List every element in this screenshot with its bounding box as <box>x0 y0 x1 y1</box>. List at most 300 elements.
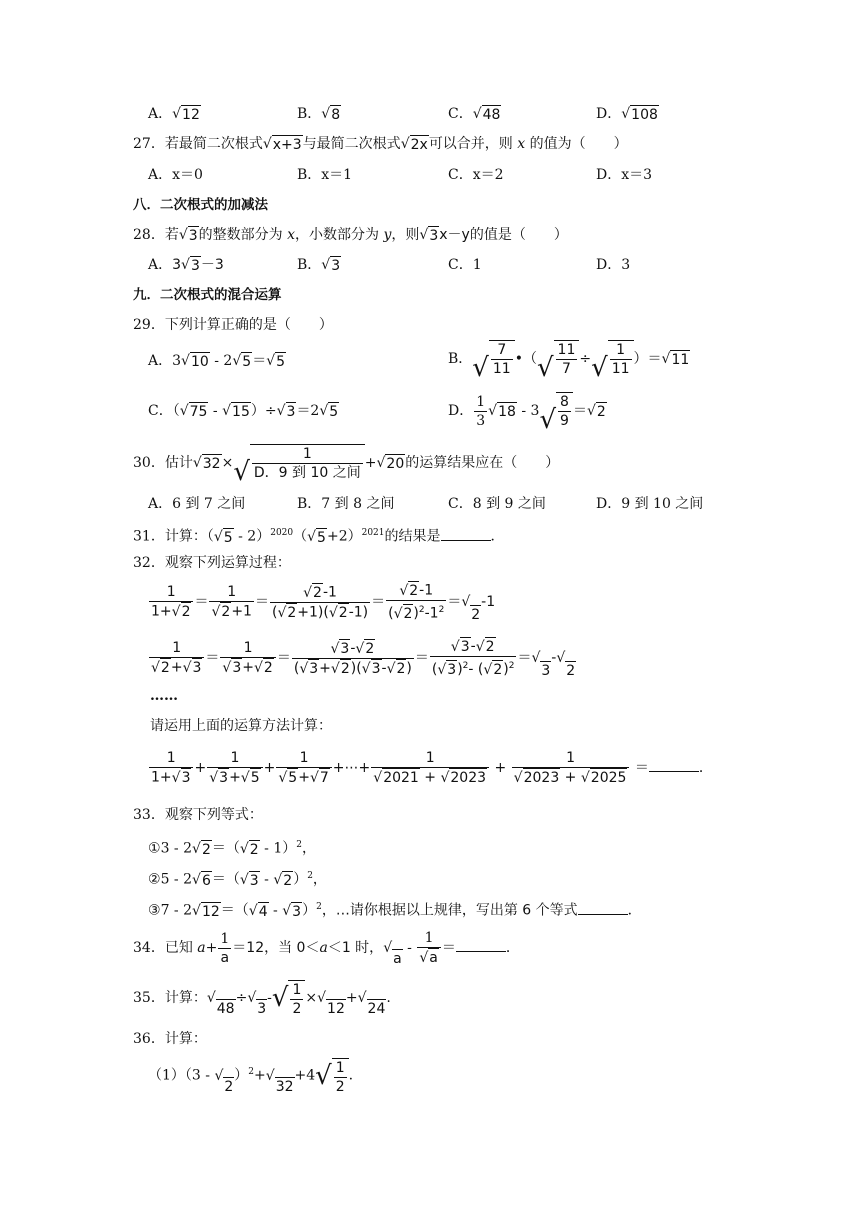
answer-blank[interactable] <box>456 937 506 952</box>
q30-option-c[interactable]: C．8 到 9 之间 <box>448 496 546 512</box>
radicand: 2 <box>471 607 481 623</box>
math-text: - 2） <box>233 528 271 545</box>
math-text: ＝ <box>414 650 429 666</box>
math-text: 1+ <box>151 603 172 620</box>
q32-instruction: 请运用上面的运算方法计算： <box>150 718 332 734</box>
square-root <box>277 401 297 421</box>
math-text: 若 <box>164 227 179 243</box>
square-root <box>461 580 481 624</box>
math-text: y <box>383 227 392 243</box>
math-text: -1 <box>424 605 439 622</box>
radicand: 2x <box>410 137 428 153</box>
radicand: 32 <box>275 1078 294 1095</box>
q27-option-d[interactable]: D．x＝3 <box>596 167 653 183</box>
math-text: ． <box>490 528 505 545</box>
q27-option-b[interactable]: B．x＝1 <box>297 167 353 183</box>
exponent: 2020 <box>270 528 294 538</box>
radical-sign: √ <box>262 136 272 152</box>
radicand: 2 <box>313 584 322 601</box>
q32-sum-expression: $\frac{1}{1+√3}$ + $\frac{1}{√3+√5}$ + $\frac{1}{√5+√7}$ +⋯+ $\frac{1}{√2021 + √2023}$ + $\frac{1}{√2023 + √2025}$ ＝ ． <box>151 750 713 786</box>
q29-stem <box>133 315 333 335</box>
radical-sign: √ <box>483 662 493 679</box>
radical-sign: √ <box>488 403 498 419</box>
math-text: ( <box>431 661 438 678</box>
numerator: 1 <box>417 929 441 948</box>
square-root <box>181 255 201 275</box>
math-text: 的运算结果应在（ ） <box>405 455 560 471</box>
denominator: 11 <box>492 361 511 377</box>
square-root <box>241 768 261 787</box>
fraction <box>218 930 231 967</box>
math-text: +⋯+ <box>332 760 371 776</box>
math-text: ． <box>505 940 520 956</box>
math-text: C．（ <box>148 403 180 419</box>
radicand: 3 <box>292 903 302 920</box>
radicand: 48 <box>482 107 501 123</box>
fraction <box>474 393 487 430</box>
denominator: a <box>220 949 230 966</box>
math-text: ＜1 时， <box>327 940 384 956</box>
radical-sign: √ <box>355 640 365 657</box>
radical-sign: √ <box>586 403 596 419</box>
square-root <box>662 349 691 369</box>
math-text: - <box>381 660 387 676</box>
square-root <box>272 978 306 1018</box>
math-text: 1+ <box>151 769 172 786</box>
radical-sign: √ <box>213 528 223 545</box>
math-text: ，则 <box>391 227 420 243</box>
exponent: 2 <box>307 871 313 881</box>
radical-sign: √ <box>239 840 249 857</box>
q28-option-c[interactable]: C．1 <box>448 257 482 273</box>
radical-sign: √ <box>171 770 181 786</box>
radical-sign: √ <box>192 871 201 888</box>
math-text: 下列计算正确的是（ ） <box>164 317 333 333</box>
radicand: 2023 <box>450 770 487 786</box>
math-text: ，…请你根据以上规律，写出第 6 个等式 <box>321 902 578 919</box>
math-text: ) <box>503 661 509 678</box>
q27-option-c[interactable]: C．x＝2 <box>448 167 504 183</box>
denominator: 3 <box>476 412 486 429</box>
q26-option-a[interactable] <box>148 104 201 124</box>
square-root <box>581 768 628 787</box>
q27-option-a[interactable]: A．x＝0 <box>148 167 203 183</box>
fraction <box>290 981 303 1018</box>
math-text: ) <box>457 661 463 678</box>
math-text: +2） <box>326 528 362 545</box>
fraction <box>207 749 262 787</box>
math-text: ① <box>148 840 161 857</box>
math-text: 29． <box>133 317 165 333</box>
fraction <box>430 637 517 679</box>
math-text: - 2 <box>209 353 233 369</box>
math-text: + <box>205 940 218 956</box>
square-root <box>451 637 471 656</box>
radicand: 3 <box>257 1001 267 1017</box>
numerator: 1 <box>512 749 630 768</box>
math-text: ( <box>293 660 300 676</box>
radicand: a <box>429 950 438 966</box>
radical-sign: √ <box>419 950 429 966</box>
square-root <box>315 1056 349 1096</box>
radical-sign: √ <box>299 660 309 677</box>
square-root <box>401 134 429 154</box>
radical-sign: √ <box>661 351 671 367</box>
q29-option-d[interactable] <box>448 392 607 435</box>
q32-derivation-line-2 <box>148 636 576 680</box>
radical-sign: √ <box>536 353 554 383</box>
radicand: 3 <box>340 640 350 657</box>
numerator: 1 <box>209 583 253 602</box>
denominator <box>149 768 193 787</box>
radicand: 2 <box>221 604 231 620</box>
square-root <box>383 928 403 968</box>
math-text: + <box>242 659 254 676</box>
math-text: + <box>364 455 377 471</box>
square-root <box>399 581 419 600</box>
q29-option-c[interactable] <box>148 401 339 421</box>
q28-option-b[interactable] <box>297 255 341 275</box>
radical-sign: √ <box>321 257 331 273</box>
q36-stem <box>133 1029 207 1049</box>
radicand: x+3 <box>272 137 302 153</box>
math-text: 计算： <box>164 1031 207 1047</box>
answer-blank[interactable] <box>649 757 699 772</box>
math-text: - <box>267 990 272 1006</box>
square-root <box>514 768 561 787</box>
radical-sign: √ <box>282 902 292 919</box>
math-text: ） <box>302 902 317 919</box>
math-text: - <box>259 871 274 888</box>
square-root <box>254 658 274 677</box>
fraction <box>149 749 193 787</box>
math-text: ． <box>627 902 642 919</box>
math-text: ＝（ <box>220 902 249 919</box>
square-root <box>376 453 405 473</box>
q36-part-1 <box>148 1052 353 1096</box>
math-text: 27． <box>133 136 165 152</box>
math-text: ② <box>148 871 161 888</box>
numerator: 1 <box>252 445 363 464</box>
radical-sign: √ <box>273 871 283 888</box>
math-text: ) <box>406 660 412 676</box>
radicand <box>332 1058 349 1096</box>
radicand: 108 <box>631 107 658 123</box>
radical-sign: √ <box>330 640 340 657</box>
math-text: ＝（ <box>211 840 240 857</box>
square-root <box>587 401 607 421</box>
radical-sign: √ <box>383 940 393 956</box>
denominator: √5+√7 <box>278 769 329 786</box>
radicand <box>554 340 580 378</box>
square-root <box>319 401 339 421</box>
denominator <box>386 601 446 623</box>
square-root <box>233 444 364 487</box>
radicand: 7 <box>319 770 329 786</box>
q26-option-c[interactable] <box>448 104 501 124</box>
fraction <box>270 583 370 622</box>
square-root <box>556 636 576 680</box>
numerator: 1 <box>149 749 193 768</box>
radical-sign: √ <box>393 606 403 623</box>
radical-sign: √ <box>321 106 331 122</box>
radicand: 18 <box>498 404 516 420</box>
radical-sign: √ <box>450 638 460 655</box>
q32-ellipsis: …… <box>150 688 178 704</box>
radical-sign: √ <box>151 660 160 676</box>
math-text: ＝ <box>572 403 587 419</box>
q31-stem <box>133 523 505 547</box>
radicand: 3 <box>232 660 242 676</box>
radical-sign: √ <box>240 770 250 786</box>
math-text: ＝2 <box>296 403 320 419</box>
q29-option-a[interactable] <box>148 351 286 371</box>
radicand <box>489 340 515 378</box>
radicand: 20 <box>386 456 405 472</box>
radicand: 5 <box>288 770 298 786</box>
denominator <box>417 948 441 967</box>
answer-blank[interactable] <box>441 526 491 541</box>
math-text: ＝（ <box>211 871 240 888</box>
numerator: 8 <box>560 394 569 410</box>
radicand: 2 <box>263 660 273 676</box>
radicand: 3 <box>219 770 229 786</box>
square-root <box>355 639 375 658</box>
numerator <box>386 581 446 601</box>
radicand: 2 <box>201 841 211 858</box>
square-root <box>329 603 349 622</box>
radicand: 5 <box>250 770 260 786</box>
square-root <box>193 453 222 473</box>
radical-sign: √ <box>539 405 557 435</box>
fraction <box>276 749 331 787</box>
radicand <box>288 980 305 1018</box>
math-text: + <box>345 990 358 1006</box>
numerator: 1 <box>292 982 302 998</box>
exponent: 2 <box>296 840 302 850</box>
q29-option-b[interactable] <box>448 340 690 383</box>
math-text: ＝ <box>252 353 267 369</box>
radical-sign: √ <box>303 584 313 601</box>
math-text: + <box>254 1067 266 1084</box>
q26-option-b[interactable] <box>297 104 341 124</box>
denominator: 7 <box>562 361 571 377</box>
exponent: 2 <box>462 660 469 671</box>
numerator: 1 <box>476 393 486 410</box>
square-root <box>394 604 414 623</box>
radicand: 2 <box>283 872 293 889</box>
math-text: ＝ <box>634 760 649 776</box>
square-root <box>172 768 192 787</box>
math-text: ＝ <box>205 650 220 666</box>
math-text: 的值是（ ） <box>469 227 568 243</box>
exponent: 2 <box>316 902 322 912</box>
q27-stem <box>133 134 628 154</box>
numerator: 1 <box>335 1059 345 1076</box>
section-9-heading: 九．二次根式的混合运算 <box>133 287 282 303</box>
q26-option-d[interactable] <box>596 104 659 124</box>
math-text: + <box>170 659 183 676</box>
square-root <box>192 839 212 859</box>
numerator: 1 <box>371 749 489 768</box>
radical-sign: √ <box>437 662 447 679</box>
math-text: ）÷ <box>250 403 277 419</box>
radicand: 2 <box>338 604 348 621</box>
numerator: 7 <box>491 341 513 360</box>
radical-sign: √ <box>265 1067 275 1084</box>
radical-sign: √ <box>181 353 190 369</box>
math-text: a <box>319 940 328 956</box>
radicand: 6 <box>201 872 211 889</box>
radicand: 2021 <box>383 770 419 786</box>
square-root <box>278 768 298 787</box>
radicand <box>250 444 365 482</box>
math-text: × <box>221 455 234 471</box>
square-root <box>472 340 514 383</box>
math-text: × <box>305 990 318 1006</box>
radical-sign: √ <box>211 604 221 620</box>
square-root <box>214 527 234 547</box>
radicand: 2 <box>160 660 170 676</box>
denominator <box>270 603 370 622</box>
math-text: 观察下列等式： <box>164 807 263 823</box>
numerator: 1 <box>276 749 331 768</box>
denominator <box>220 658 275 677</box>
radicand: 3 <box>541 663 551 679</box>
math-text: ＝ <box>371 594 386 610</box>
radical-sign: √ <box>317 990 327 1006</box>
square-root <box>266 351 286 371</box>
radical-sign: √ <box>222 403 232 419</box>
square-root <box>273 870 293 890</box>
square-root <box>299 659 319 678</box>
radical-sign: √ <box>361 660 371 677</box>
numerator: 1 <box>149 639 204 658</box>
radicand: 48 <box>216 1001 235 1017</box>
square-root <box>358 978 387 1018</box>
math-text: 3 <box>172 353 182 369</box>
q30-option-d[interactable]: D．9 到 10 之间 <box>596 496 704 512</box>
q33-stem <box>133 805 263 825</box>
square-root <box>249 901 269 921</box>
math-text: ． <box>698 760 713 776</box>
radical-sign: √ <box>531 650 541 666</box>
radical-sign: √ <box>192 902 201 919</box>
section-8-heading: 八．二次根式的加减法 <box>133 197 268 213</box>
math-text: +4 <box>294 1067 316 1084</box>
q30-option-a[interactable]: A．6 到 7 之间 <box>148 496 246 512</box>
square-root <box>183 658 203 677</box>
math-text: 估计 <box>164 455 193 471</box>
math-text: ＝ <box>447 594 462 610</box>
radicand: 3 <box>286 404 296 420</box>
fraction <box>610 341 632 378</box>
square-root <box>282 901 302 921</box>
radical-sign: √ <box>399 582 409 599</box>
radicand: a <box>393 951 402 967</box>
answer-blank[interactable] <box>578 900 628 915</box>
radicand: 4 <box>258 903 268 920</box>
numerator: 1 <box>220 639 275 658</box>
q33-equation-3 <box>148 897 642 921</box>
radicand: 8 <box>331 107 341 123</box>
math-text: 35． <box>133 990 165 1006</box>
radical-sign: √ <box>472 353 489 383</box>
q30-stem <box>133 444 560 487</box>
q33-equation-2 <box>148 866 327 890</box>
radicand: 2 <box>596 404 606 420</box>
math-text: 计算：（ <box>164 528 214 545</box>
math-text: ） <box>293 871 308 888</box>
square-root <box>192 901 221 921</box>
denominator: √2023 + √2025 <box>513 769 627 786</box>
square-root <box>483 660 503 679</box>
math-text: 7 - 2 <box>160 902 193 919</box>
radicand <box>608 340 634 378</box>
radical-sign: √ <box>233 457 250 487</box>
radical-sign: √ <box>171 604 181 620</box>
radical-sign: √ <box>247 990 257 1006</box>
math-text: ③ <box>148 902 161 919</box>
square-root <box>536 340 579 383</box>
q30-option-b[interactable]: B．7 到 8 之间 <box>297 496 395 512</box>
square-root <box>419 225 439 245</box>
square-root <box>211 602 231 621</box>
radical-sign: √ <box>400 136 410 152</box>
radical-sign: √ <box>206 990 216 1006</box>
square-root <box>317 978 346 1018</box>
math-text: ＝ <box>441 940 456 956</box>
math-text: 计算： <box>164 990 207 1006</box>
radicand: 11 <box>671 352 690 368</box>
radicand: 32 <box>202 456 221 472</box>
radicand: 3 <box>429 228 439 244</box>
fraction <box>149 639 204 677</box>
math-text: ， <box>312 871 327 888</box>
radical-sign: √ <box>315 1060 332 1091</box>
q34-stem <box>133 928 520 968</box>
numerator: 1 <box>220 930 230 947</box>
square-root <box>437 660 457 679</box>
denominator <box>149 602 193 621</box>
radicand: 2 <box>365 640 375 657</box>
fraction <box>417 929 441 967</box>
radical-sign: √ <box>472 106 482 122</box>
q28-option-a[interactable] <box>148 255 224 275</box>
math-text: ＝12，当 0＜ <box>232 940 320 956</box>
radicand: 3 <box>447 662 457 679</box>
radicand: 5 <box>242 354 252 370</box>
radicand: 12 <box>327 1001 345 1017</box>
denominator: 2 <box>335 1078 345 1095</box>
square-root <box>172 602 192 621</box>
radicand: 24 <box>367 1001 386 1017</box>
square-root <box>181 351 210 371</box>
radicand: 3 <box>181 770 191 786</box>
exponent: 2 <box>248 1067 255 1077</box>
radical-sign: √ <box>248 902 258 919</box>
math-text: - <box>402 940 417 956</box>
numerator: 1 <box>207 749 262 768</box>
radical-sign: √ <box>192 455 202 471</box>
math-text: - <box>551 650 557 666</box>
q28-option-d[interactable]: D．3 <box>596 257 631 273</box>
square-root <box>440 768 487 787</box>
square-root <box>180 401 209 421</box>
exponent: 2 <box>418 604 425 615</box>
math-text: B． <box>297 257 322 273</box>
math-text: D． <box>596 106 622 122</box>
